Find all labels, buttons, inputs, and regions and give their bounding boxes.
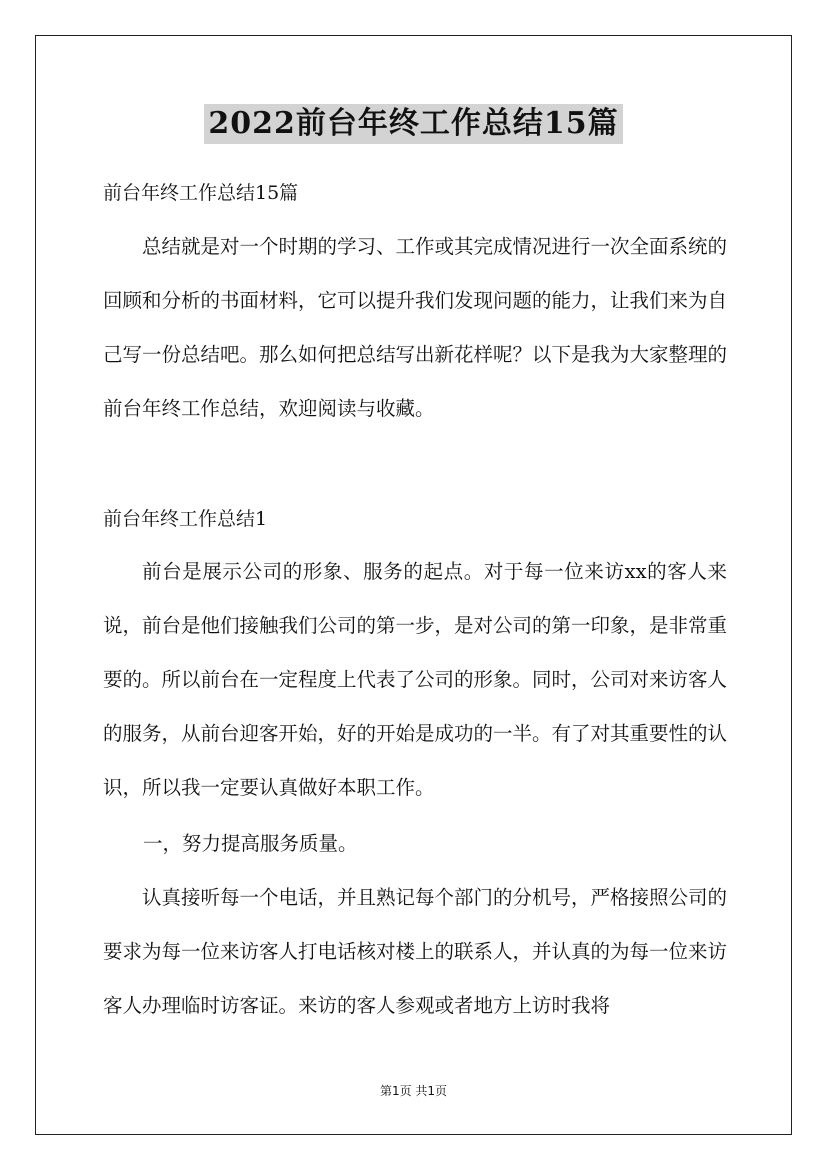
page-footer: 第1页 共1页: [379, 1084, 448, 1098]
section-body-paragraph: 前台是展示公司的形象、服务的起点。对于每一位来访xx的客人来说，前台是他们接触我们公司的第一步，是对公司的第一印象，是非常重要的。所以前台在一定程度上代表了公司的形象。同时，公司对来访客人的服务，从前台迎客开始，好的开始是成功的一半。有了对其重要性的认识，所以我一定要认真做好本职工作。: [103, 560, 728, 799]
document-title: 2022前台年终工作总结15篇: [204, 104, 622, 144]
section-heading: 前台年终工作总结1: [103, 508, 268, 530]
point-body-paragraph: 认真接听每一个电话，并且熟记每个部门的分机号，严格接照公司的要求为每一位来访客人打电话核对楼上的联系人，并认真的为每一位来访客人办理临时访客证。来访的客人参观或者地方上访时我将: [103, 886, 728, 1017]
point-heading: 一，努力提高服务质量。: [143, 832, 358, 855]
document-subtitle: 前台年终工作总结15篇: [103, 182, 299, 204]
intro-paragraph: 总结就是对一个时期的学习、工作或其完成情况进行一次全面系统的回顾和分析的书面材料，它可以提升我们发现问题的能力，让我们来为自己写一份总结吧。那么如何把总结写出新花样呢？以下是我为大家整理的前台年终工作总结，欢迎阅读与收藏。: [103, 235, 728, 420]
title-container: [0, 104, 827, 144]
